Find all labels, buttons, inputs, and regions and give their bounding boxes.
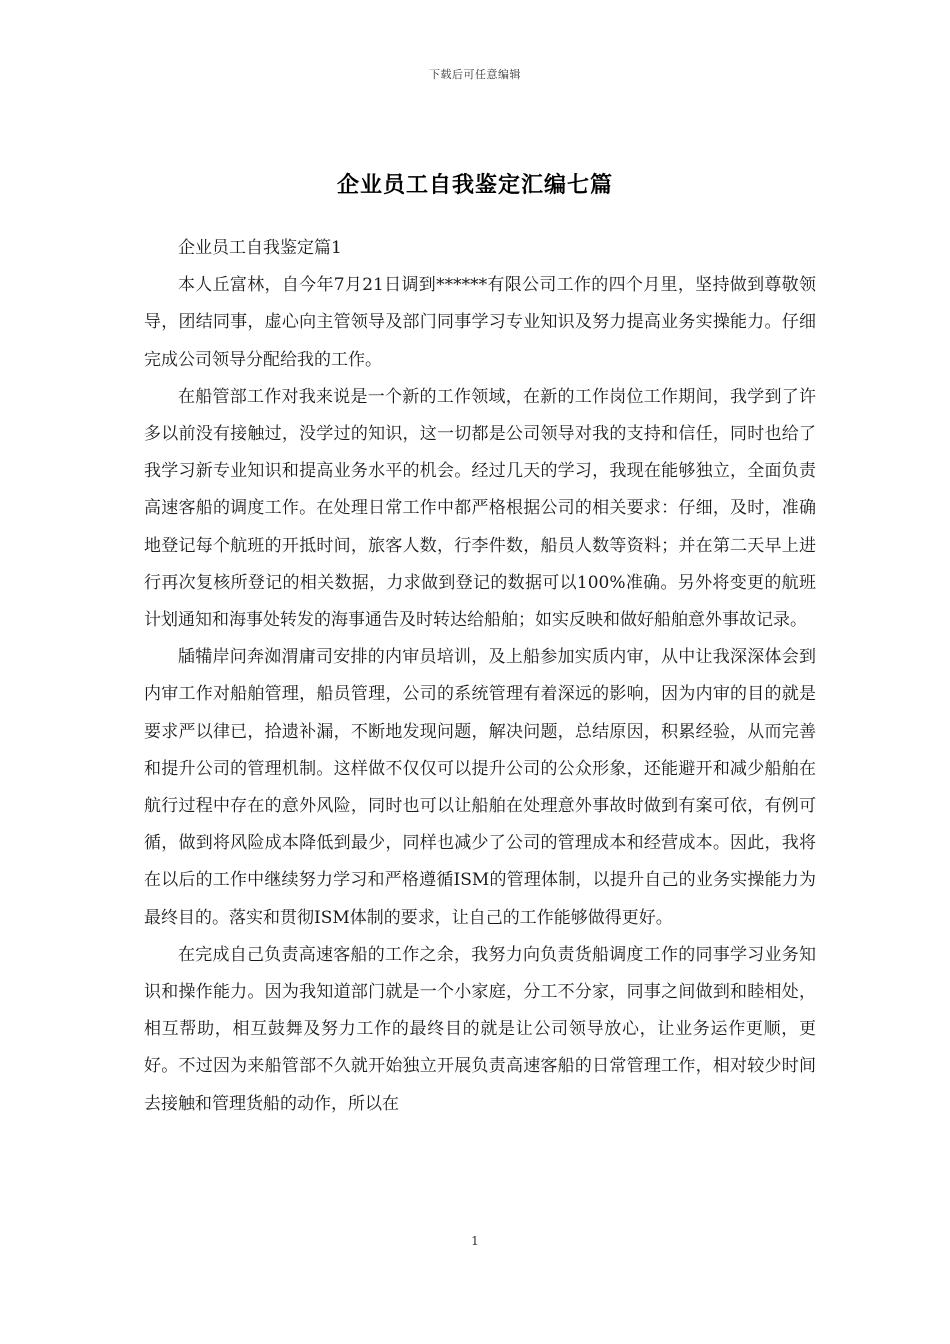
page-number: 1 — [471, 1234, 479, 1248]
paragraph-4: 在完成自己负责高速客船的工作之余，我努力向负责货船调度工作的同事学习业务知识和操作能力。因为我知道部门就是一个小家庭，分工不分家，同事之间做到和睦相处，相互帮助，相互鼓舞及努力工作的最终目的就是让公司领导放心，让业务运作更顺，更好。不过因为来船管部不久就开始独立开展负责高速客船的日常管理工作，相对较少时间去接触和管理货船的动作，所以在 — [144, 944, 816, 1114]
section-heading: 企业员工自我鉴定篇1 — [178, 238, 342, 258]
document-body — [144, 230, 816, 1123]
header-note: 下载后可任意编辑 — [429, 68, 521, 81]
paragraph-2: 在船管部工作对我来说是一个新的工作领域，在新的工作岗位工作期间，我学到了许多以前没有接触过，没学过的知识，这一切都是公司领导对我的支持和信任，同时也给了我学习新专业知识和提高业务水平的机会。经过几天的学习，我现在能够独立，全面负责高速客船的调度工作。在处理日常工作中都严格根据公司的相关要求：仔细，及时，准确地登记每个航班的开抵时间，旅客人数，行李件数，船员人数等资料；并在第二天早上进行再次复核所登记的相关数据，力求做到登记的数据可以100%准确。另外将变更的航班计划通知和海事处转发的海事通告及时转达给船舶；如实反映和做好船舶意外事故记录。 — [144, 386, 816, 631]
paragraph-1: 本人丘富林，自今年7月21日调到******有限公司工作的四个月里，坚持做到尊敬领导，团结同事，虚心向主管领导及部门同事学习专业知识及努力提高业务实操能力。仔细完成公司领导分配给我的工作。 — [144, 275, 816, 370]
document-title: 企业员工自我鉴定汇编七篇 — [336, 171, 613, 198]
paragraph-3: 牐犕岸问奔洳渭庸司安排的内审员培训，及上船参加实质内审，从中让我深深体会到内审工作对船舶管理，船员管理，公司的系统管理有着深远的影响，因为内审的目的就是要求严以律已，拾遗补漏，不断地发现问题，解决问题，总结原因，积累经验，从而完善和提升公司的管理机制。这样做不仅仅可以提升公司的公众形象，还能避开和减少船舶在航行过程中存在的意外风险，同时也可以让船舶在处理意外事故时做到有案可依，有例可循，做到将风险成本降低到最少，同样也减少了公司的管理成本和经营成本。因此，我将在以后的工作中继续努力学习和严格遵循ISM的管理体制，以提升自己的业务实操能力为最终目的。落实和贯彻ISM体制的要求，让自己的工作能够做得更好。 — [144, 647, 816, 928]
